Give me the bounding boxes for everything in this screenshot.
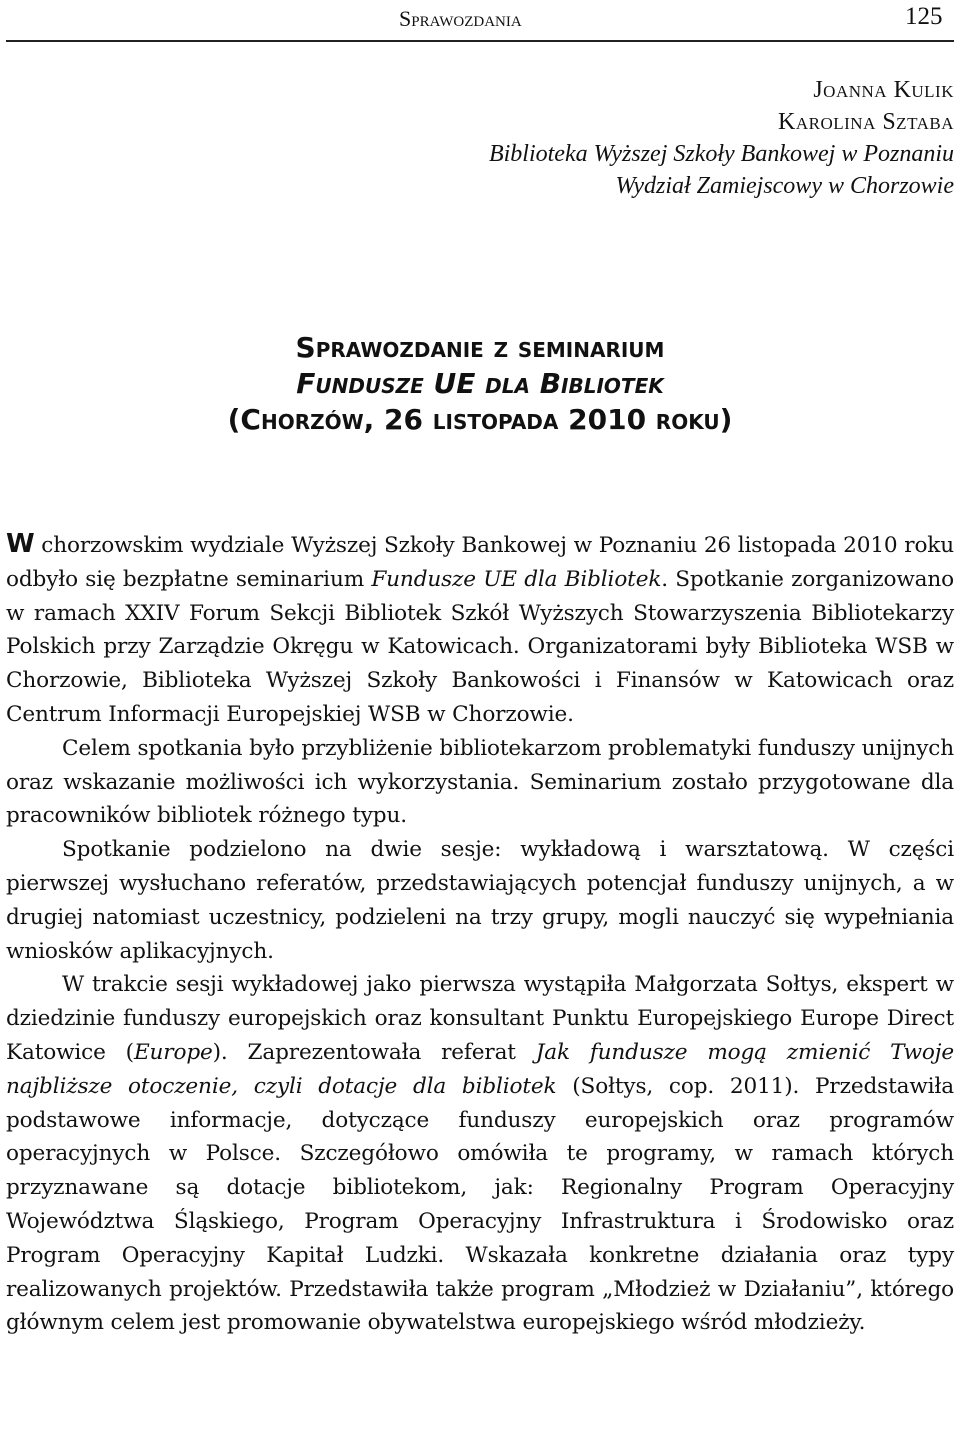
text-run: (Sołtys, cop. 2011). Przedstawiła podstawowe informacje, dotyczące funduszy europejskich oraz programów operacyjnych w Polsce. Szczegółowo omówiła te programy, w ramach których przyznawane są dotacje bibliotekom, jak: Regionalny Program Operacyjny Województwa Śląskiego, Program Operacyjny Infrastruktura i Środowisko oraz Program Operacyjny Kapitał Ludzki. Wskazała konkretne działania oraz typy realizowanych projektów. Przedstawiła także program „Młodzież w Działaniu”, którego głównym celem jest promowanie obywatelstwa europejskiego wśród młodzieży. [6,1073,954,1336]
author-name: Karolina Sztaba [778,109,954,135]
article-title [0,330,960,438]
affiliation: Biblioteka Wyższej Szkoły Bankowej w Poznaniu [488,141,954,167]
title-line: Sprawozdanie z seminarium [295,331,665,364]
paragraph: Spotkanie podzielono na dwie sesje: wykładową i warsztatową. W części pierwszej wysłuchano referatów, przedstawiających potencjał funduszy unijnych, a w drugiej natomiast uczestnicy, podzieleni na trzy grupy, mogli nauczyć się wypełniania wniosków aplikacyjnych. [6,837,954,964]
text-run: . Spotkanie zorganizowano w ramach XXIV Forum Sekcji Bibliotek Szkół Wyższych Stowarzyszenia Bibliotekarzy Polskich przy Zarządzie Okręgu w Katowicach. Organizatorami były Biblioteka WSB w Chorzowie, Biblioteka Wyższej Szkoły Bankowości i Finansów w Katowicach oraz Centrum Informacji Europejskiej WSB w Chorzowie. [6,566,955,727]
header-rule [6,40,954,42]
emphasis: Europe [133,1039,213,1065]
affiliation: Wydział Zamiejscowy w Chorzowie [615,173,954,199]
paragraph [6,528,954,732]
paragraph [6,968,954,1340]
paragraph: Celem spotkania było przybliżenie bibliotekarzom problematyki funduszy unijnych oraz wskazanie możliwości ich wykorzystania. Seminarium zostało przygotowane dla pracowników bibliotek różnego typu. [6,735,954,829]
initial-letter: W [6,529,35,559]
text-run: ). Zaprezentowała referat [212,1039,536,1065]
article-body [6,528,954,1340]
text-run: chorzowskim wydziale Wyższej Szkoły Bankowej w Poznaniu 26 listopada 2010 roku odbyło się bezpłatne seminarium [6,533,954,592]
title-line: (Chorzów, 26 listopada 2010 roku) [227,403,733,436]
title-line-italic: Fundusze UE dla Bibliotek [296,367,664,400]
running-header [0,0,960,40]
emphasis: Jak fundusze mogą zmienić Twoje najbliższe otoczenie, czyli dotacje dla bibliotek [6,1039,954,1099]
text-run: W trakcie sesji wykładowej jako pierwsza wystąpiła Małgorzata Sołtys, ekspert w dziedzinie funduszy europejskich oraz konsultant Punktu Europejskiego Europe Direct Katowice ( [6,972,954,1065]
emphasis: Fundusze UE dla Bibliotek [371,566,662,592]
author-name: Joanna Kulik [813,77,954,103]
section-name: Sprawozdania [399,6,522,31]
byline [154,74,954,202]
page-number: 125 [905,3,943,30]
